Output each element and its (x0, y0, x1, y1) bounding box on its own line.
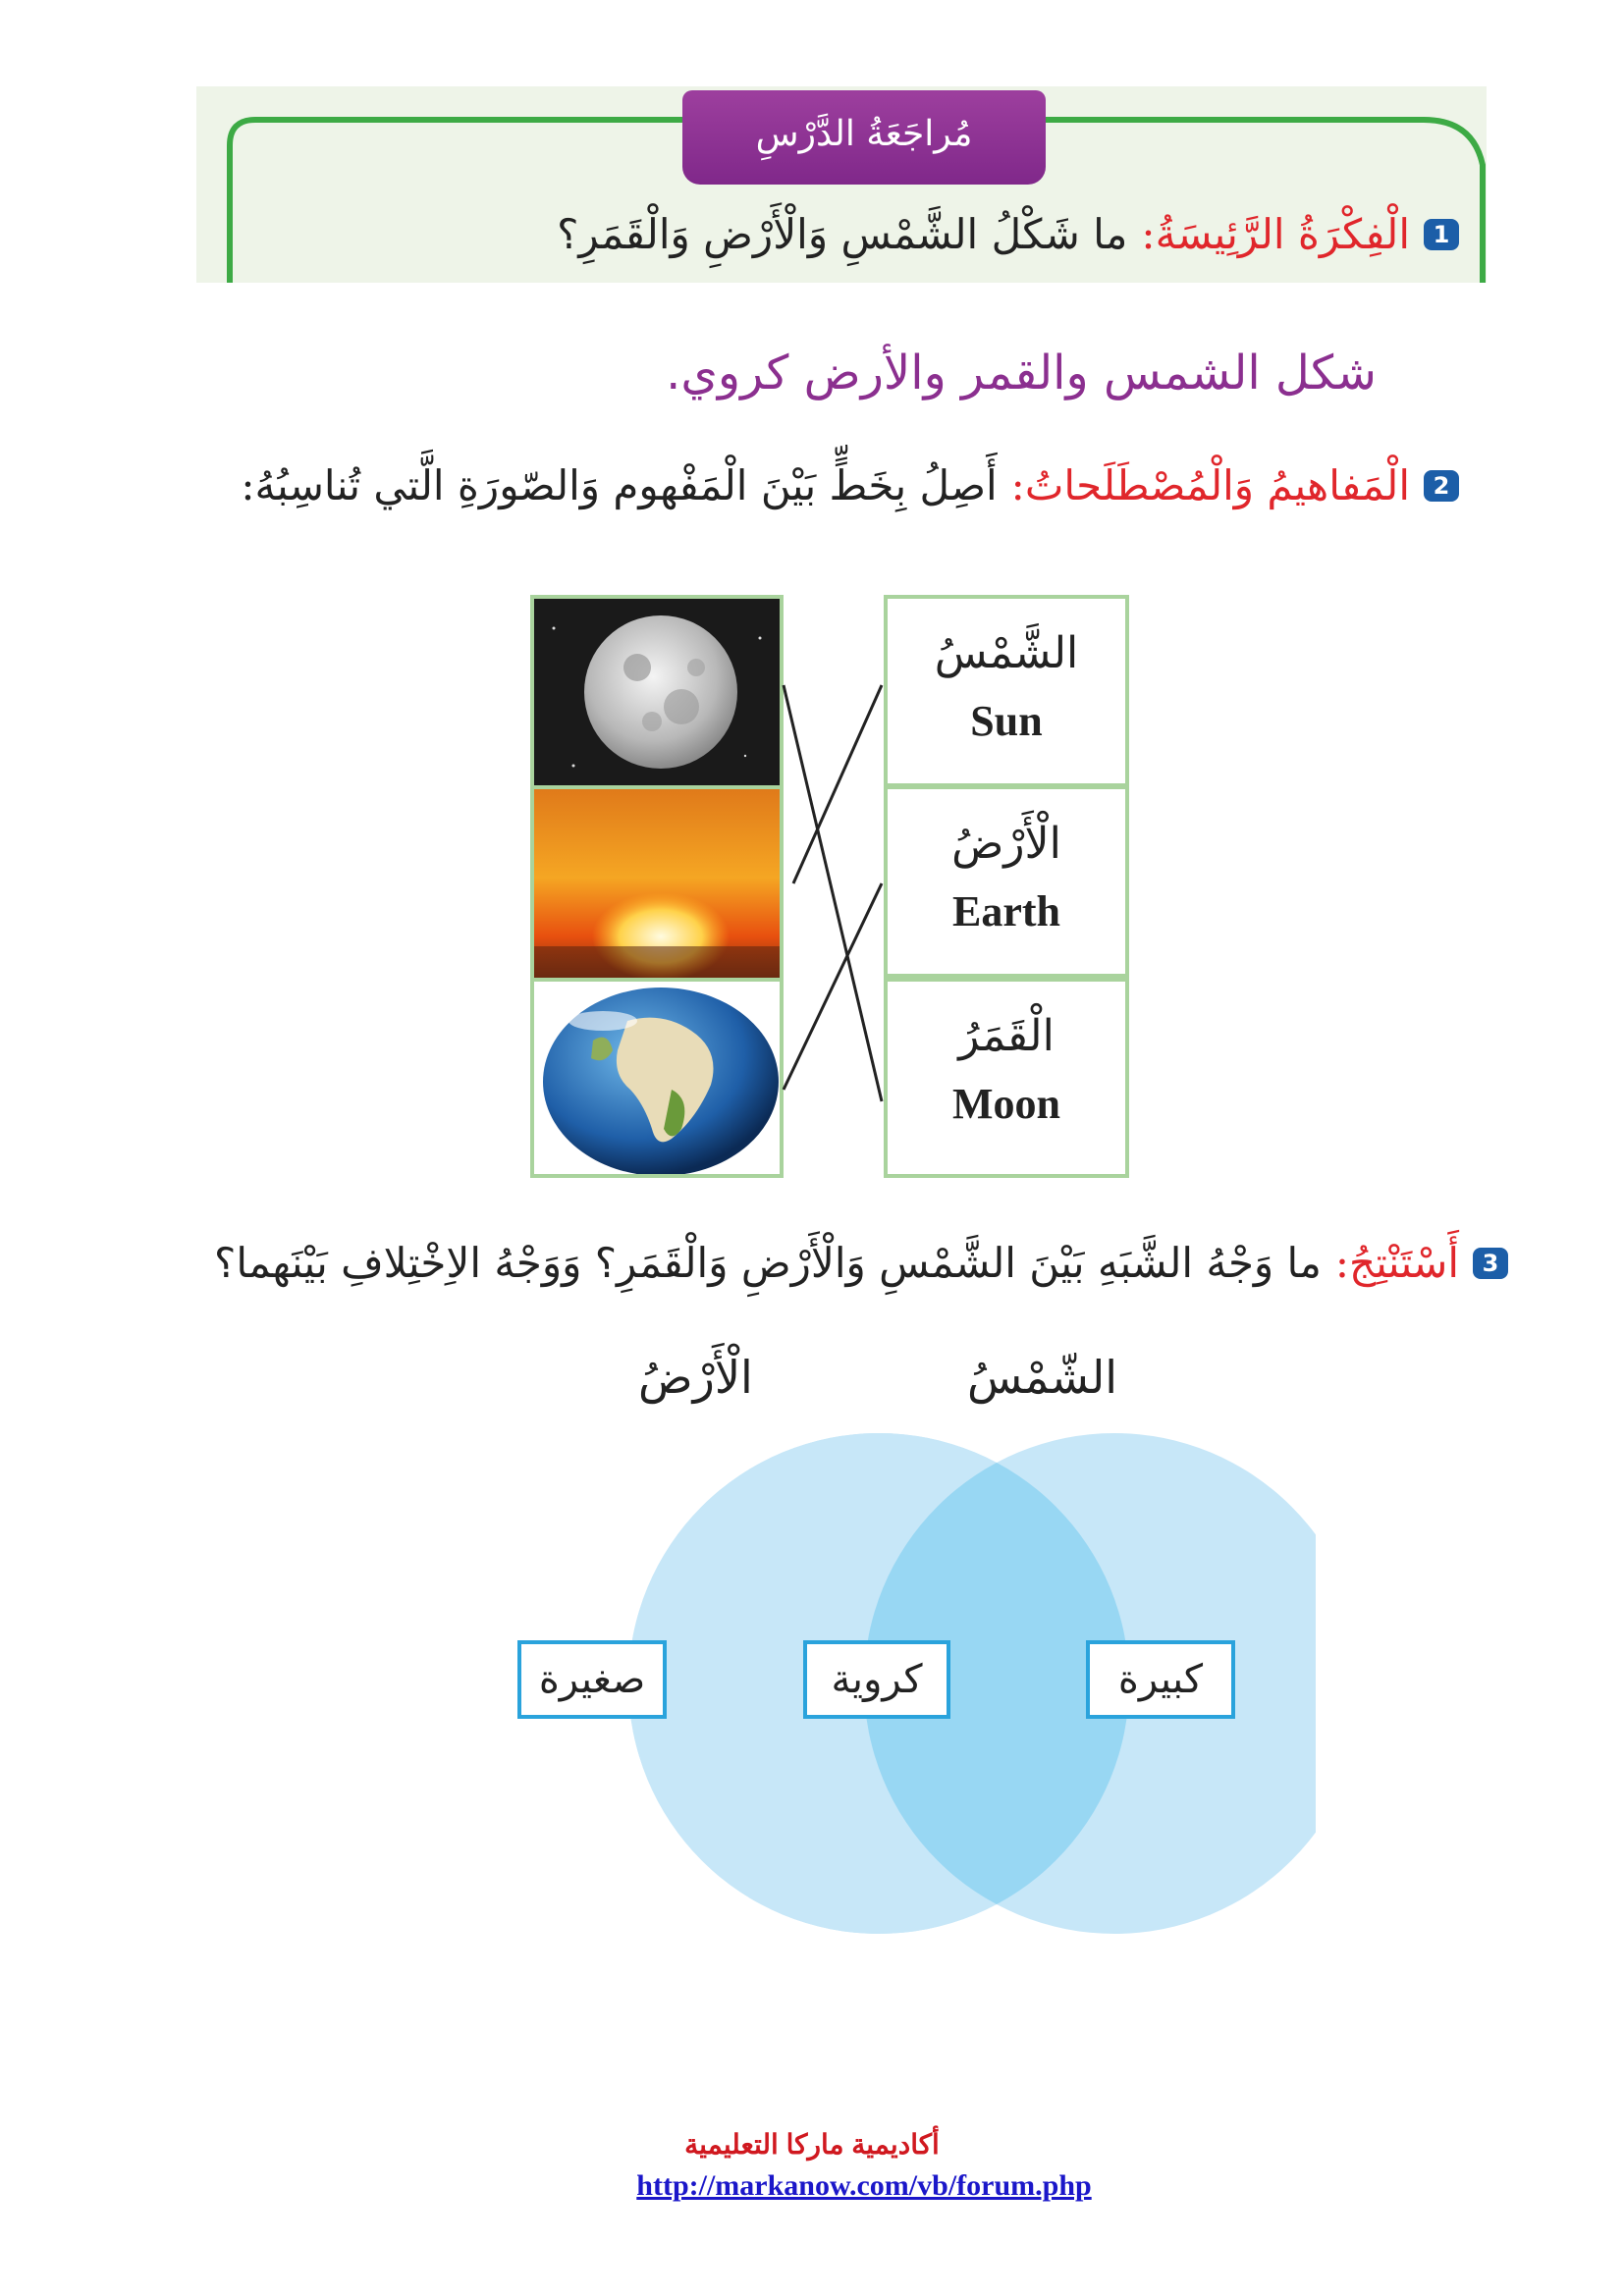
term-earth (884, 785, 1129, 978)
venn-title-earth: الْأَرْضُ (638, 1351, 753, 1404)
venn-title-sun: الشّمْسُ (967, 1351, 1118, 1404)
question-number-2: 2 (1424, 470, 1459, 502)
question-1 (557, 210, 1459, 258)
term-sun (884, 595, 1129, 787)
question-2-text: أَصِلُ بِخَطٍّ بَيْنَ الْمَفْهوم وَالصّورَةِ الَّتي تُناسِبُهُ: (241, 461, 998, 509)
answer-1: شكل الشمس والقمر والأرض كروي. (666, 346, 1377, 400)
question-3 (214, 1239, 1508, 1287)
question-2 (241, 461, 1459, 509)
question-3-label: أَسْتَنْتِجُ: (1334, 1239, 1459, 1287)
term-earth-ar: الْأَرْضُ (951, 819, 1061, 869)
question-1-text: ما شَكْلُ الشَّمْسِ وَالْأَرْضِ وَالْقَمَرِ؟ (557, 210, 1128, 258)
footer-academy-name: أكاديمية ماركا التعليمية (684, 2129, 940, 2160)
moon-photo (530, 595, 784, 791)
sunset-photo (530, 785, 784, 982)
venn-value-left: صغيرة (517, 1640, 667, 1719)
term-moon (884, 978, 1129, 1178)
footer-link[interactable]: http://markanow.com/vb/forum.php (636, 2169, 1092, 2202)
term-moon-ar: الْقَمَرُ (958, 1011, 1055, 1061)
term-sun-ar: الشَّمْسُ (934, 628, 1079, 678)
question-2-label: الْمَفاهيمُ وَالْمُصْطَلَحاتُ: (1010, 461, 1410, 509)
question-number-1: 1 (1424, 219, 1459, 250)
question-number-3: 3 (1473, 1248, 1508, 1279)
venn-value-right: كبيرة (1086, 1640, 1235, 1719)
term-sun-en: Sun (970, 697, 1043, 745)
term-earth-en: Earth (952, 887, 1060, 935)
matching-lines (776, 677, 893, 1109)
question-3-text: ما وَجْهُ الشَّبَهِ بَيْنَ الشَّمْسِ وَالْأَرْضِ وَالْقَمَرِ؟ وَوَجْهُ الاِخْتِلافِ بَيْنَهما؟ (214, 1239, 1322, 1287)
venn-value-center: كروية (803, 1640, 950, 1719)
term-moon-en: Moon (952, 1080, 1060, 1128)
review-title-tab: مُراجَعَةُ الدَّرْسِ (682, 90, 1046, 185)
question-1-label: الْفِكْرَةُ الرَّئِيسَةُ: (1141, 210, 1410, 258)
earth-photo (530, 978, 784, 1178)
